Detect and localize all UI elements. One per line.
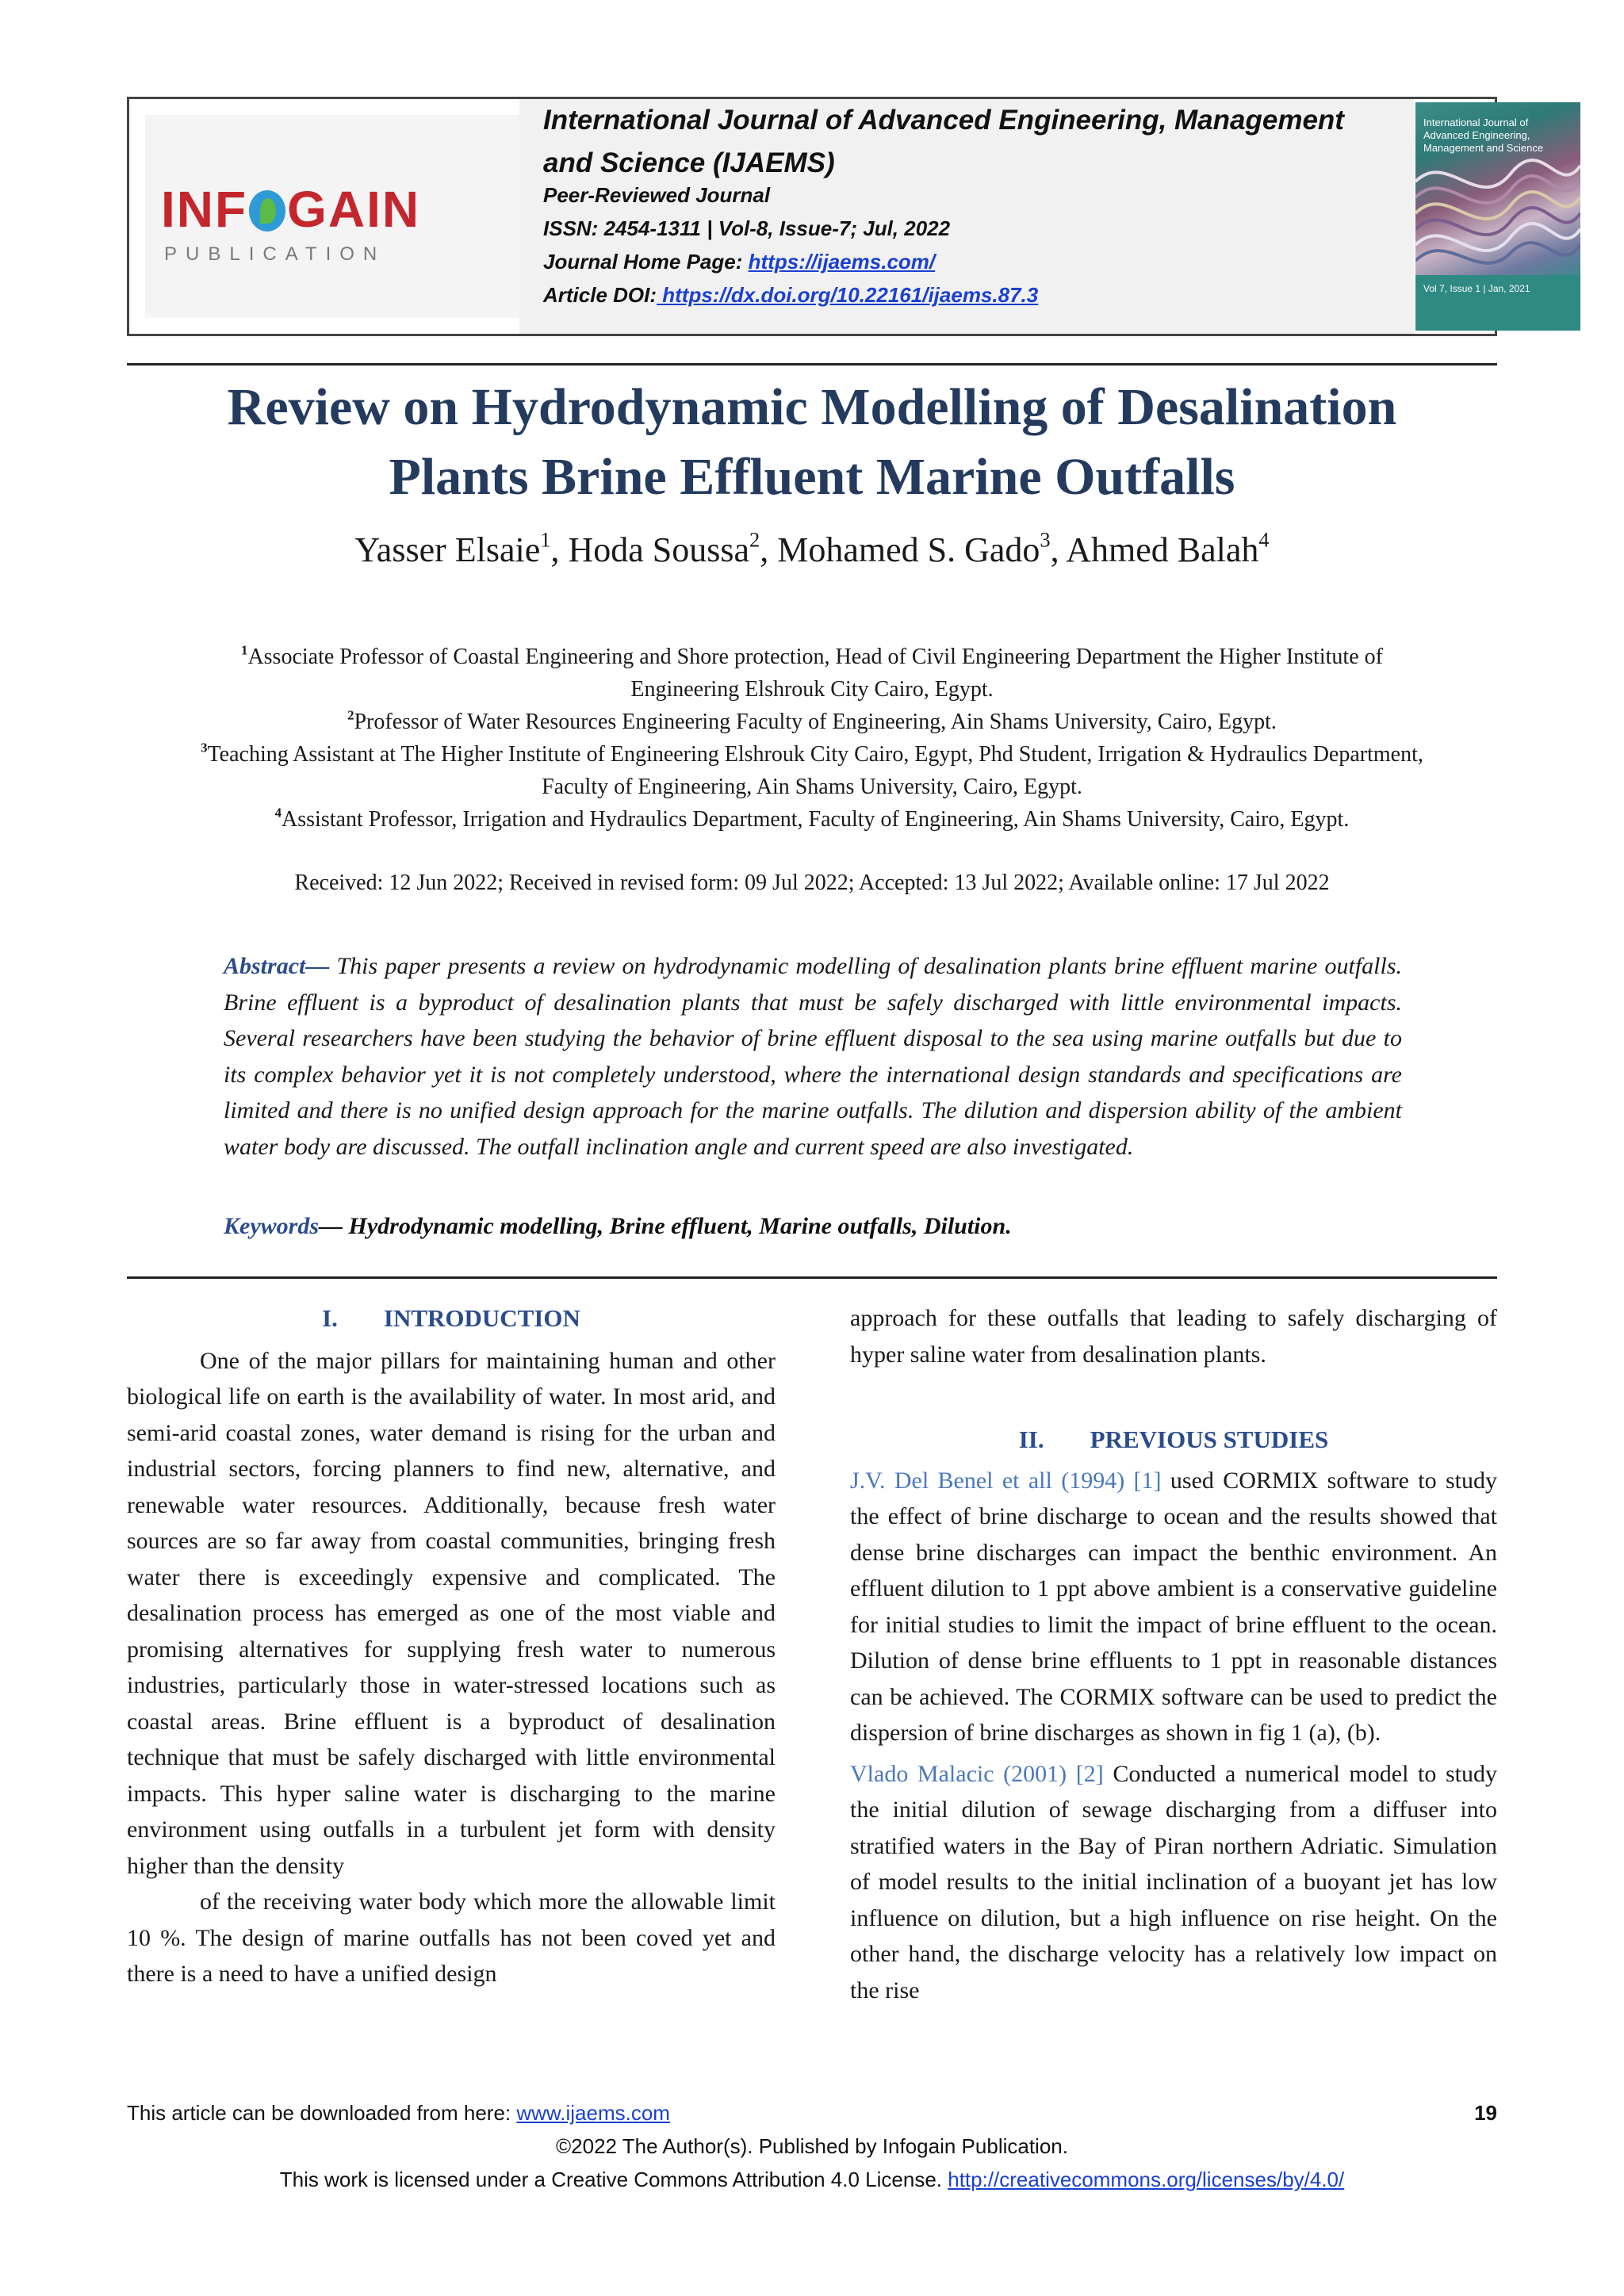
paper-title-line-1: Review on Hydrodynamic Modelling of Desalination (227, 378, 1397, 436)
author-name: Hoda Soussa (568, 530, 750, 569)
intro-paragraph: One of the major pillars for maintaining human and other biological life on earth is the availability of water. In most arid, and semi-arid coastal zones, water demand is rising for the urban and industrial sectors, forcing planners to find new, alternative, and renewable water resources. Additionally, because fresh water sources are so far away from coastal communities, bringing fresh water there is exceedingly expensive and complicated. The desalination process has emerged as one of the most viable and promising alternatives for supplying fresh water to numerous industries, particularly those in water-stressed locations such as coastal areas. Brine effluent is a byproduct of desalination technique that must be safely discharged with little environmental impacts. This hyper saline water is discharging to the marine environment using outfalls in a turbulent jet form with density higher than the density (127, 1347, 776, 1879)
home-page-line: Journal Home Page: https://ijaems.com/ (543, 250, 936, 274)
doi-line: Article DOI: https://dx.doi.org/10.22161/ijaems.87.3 (543, 283, 1039, 307)
keywords-text: — Hydrodynamic modelling, Brine effluent, Marine outfalls, Dilution. (319, 1213, 1012, 1239)
section-heading-introduction: I. INTRODUCTION (322, 1304, 580, 1332)
previous-study-1: J.V. Del Benel et all (1994) [1] used CORMIX software to study the effect of brine discharge to ocean and the results showed that dense brine discharges can impact the benthic environment. An effluent dilution to 1 ppt above ambient is a conservative guideline for initial studies to limit the impact of brine effluent to the ocean. Dilution of dense brine effluents to 1 ppt in reasonable distances can be achieved. The CORMIX software can be used to predict the dispersion of brine discharges as shown in fig 1 (a), (b). (850, 1467, 1497, 1746)
abstract-text: This paper presents a review on hydrodynamic modelling of desalination plants brine effluent marine outfalls. Brine effluent is a byproduct of desalination plants that must be safely discharged with little environmental impacts. Several researchers have been studying the behavior of brine effluent disposal to the sea using marine outfalls but due to its complex behavior yet it is not completely understood, where the international design standards and specifications are limited and there is no unified design approach for the marine outfalls. The dilution and dispersion ability of the ambient water body are discussed. The outfall inclination angle and current speed are also investigated. (224, 953, 1403, 1160)
left-column (127, 1300, 776, 1992)
affiliations (127, 641, 1497, 836)
journal-header (127, 97, 1544, 336)
author-name: Ahmed Balah (1066, 530, 1259, 569)
logo-wordmark: INF GAIN (161, 181, 421, 238)
abstract: Abstract— This paper presents a review on hydrodynamic modelling of desalination plants brine effluent marine outfalls. Brine effluent is a byproduct of desalination plants that must be safely discharged with little environmental impacts. Several researchers have been studying the behavior of brine effluent disposal to the sea using marine outfalls but due to its complex behavior yet it is not completely understood, where the international design standards and specifications are limited and there is no unified design approach for the marine outfalls. The dilution and dispersion ability of the ambient water body are discussed. The outfall inclination angle and current speed are also investigated. (224, 953, 1403, 1160)
logo-subtitle: PUBLICATION (164, 243, 386, 265)
author-sup: 1 (540, 527, 551, 552)
doi-link[interactable]: https://dx.doi.org/10.22161/ijaems.87.3 (657, 283, 1039, 307)
author-name: Mohamed S. Gado (777, 530, 1040, 569)
cover-waves-graphic (1415, 150, 1580, 277)
author-sup: 2 (749, 527, 760, 552)
previous-study-2: Vlado Malacic (2001) [2] Conducted a numerical model to study the initial dilution of sewage discharging from a diffuser into stratified waters in the Bay of Piran northern Adriatic. Simulation of model results to the initial inclination of a buoyant jet has low influence on dilution, but a high influence on rise height. On the other hand, the discharge velocity has a relatively low impact on the rise (850, 1760, 1497, 2003)
logo-globe-icon (249, 190, 285, 232)
footer-license: This work is licensed under a Creative Commons Attribution 4.0 License. http://creativecommons.org/licenses/by/4.0/ (279, 2168, 1345, 2191)
keywords (224, 1213, 1402, 1240)
publisher-logo (145, 115, 519, 318)
footer-copyright: ©2022 The Author(s). Published by Infogain Publication. (556, 2134, 1068, 2158)
affiliation-4: $^4$Assistant Professor, Irrigation and Hydraulics Department, Faculty of Engineering, Ain Shams University, Cairo, Egypt. (274, 805, 1350, 832)
affiliation-2: $^2$Professor of Water Resources Engineering Faculty of Engineering, Ain Shams University, Cairo, Egypt. (347, 707, 1277, 734)
cover-issue: Vol 7, Issue 1 | Jan, 2021 (1423, 283, 1530, 294)
cover-title: International Journal of Advanced Engineering, Management and Science (1423, 117, 1544, 154)
received-dates: Received: 12 Jun 2022; Received in revised form: 09 Jul 2022; Accepted: 13 Jul 2022; Available online: 17 Jul 2022 (294, 871, 1330, 895)
home-page-link[interactable]: https://ijaems.com/ (748, 250, 936, 274)
download-link[interactable]: www.ijaems.com (516, 2101, 670, 2125)
author-sup: 3 (1040, 527, 1051, 552)
intro-paragraph-end: approach for these outfalls that leading to safely discharging of hyper saline water from desalination plants. (850, 1305, 1497, 1368)
journal-title: International Journal of Advanced Engineering, Management and Science (IJAEMS) (543, 105, 1344, 178)
affiliation-1: $^1$Associate Professor of Coastal Engineering and Shore protection, Head of Civil Engineering Department the Higher Institute of (241, 642, 1383, 669)
issn-line: ISSN: 2454-1311 | Vol-8, Issue-7; Jul, 2022 (543, 216, 951, 240)
abstract-label: Abstract (224, 953, 306, 979)
author-name: Yasser Elsaie (354, 530, 541, 569)
divider-top (127, 363, 1497, 365)
affiliation-3-cont: Faculty of Engineering, Ain Shams University, Cairo, Egypt. (542, 775, 1082, 799)
author-list: Yasser Elsaie$^1$, Hoda Soussa$^2$, Mohamed S. Gado$^3$, Ahmed Balah$^4$ (354, 527, 1270, 569)
license-link[interactable]: http://creativecommons.org/licenses/by/4.0/ (948, 2168, 1345, 2191)
section-heading-previous-studies: II. PREVIOUS STUDIES (1018, 1425, 1329, 1453)
divider-body (127, 1276, 1497, 1279)
cover-footer (1415, 275, 1580, 331)
affiliation-3: $^3$Teaching Assistant at The Higher Institute of Engineering Elshrouk City Cairo, Egypt, Phd Student, Irrigation & Hydraulics Department, (201, 740, 1423, 767)
citation-link[interactable]: Vlado Malacic (2001) [2] (850, 1760, 1104, 1787)
journal-cover-image (1415, 102, 1580, 331)
paper-title (127, 373, 1497, 512)
author-sup: 4 (1258, 527, 1270, 552)
journal-info (519, 99, 1414, 334)
right-column (850, 1300, 1497, 2008)
page-number: 19 (1474, 2101, 1497, 2125)
footer-download-line: This article can be downloaded from here: www.ijaems.com 19 (127, 2101, 1497, 2125)
keywords-label: Keywords (224, 1213, 319, 1239)
paper-title-line-2: Plants Brine Effluent Marine Outfalls (389, 448, 1235, 506)
peer-reviewed-label: Peer-Reviewed Journal (543, 183, 771, 207)
intro-paragraph-cont: of the receiving water body which more the allowable limit 10 %. The design of marine outfalls has not been coved yet and there is a need to have a unified design (127, 1888, 776, 1987)
citation-link[interactable]: J.V. Del Benel et all (1994) [1] (850, 1467, 1162, 1494)
affiliation-1-cont: Engineering Elshrouk City Cairo, Egypt. (630, 677, 994, 702)
